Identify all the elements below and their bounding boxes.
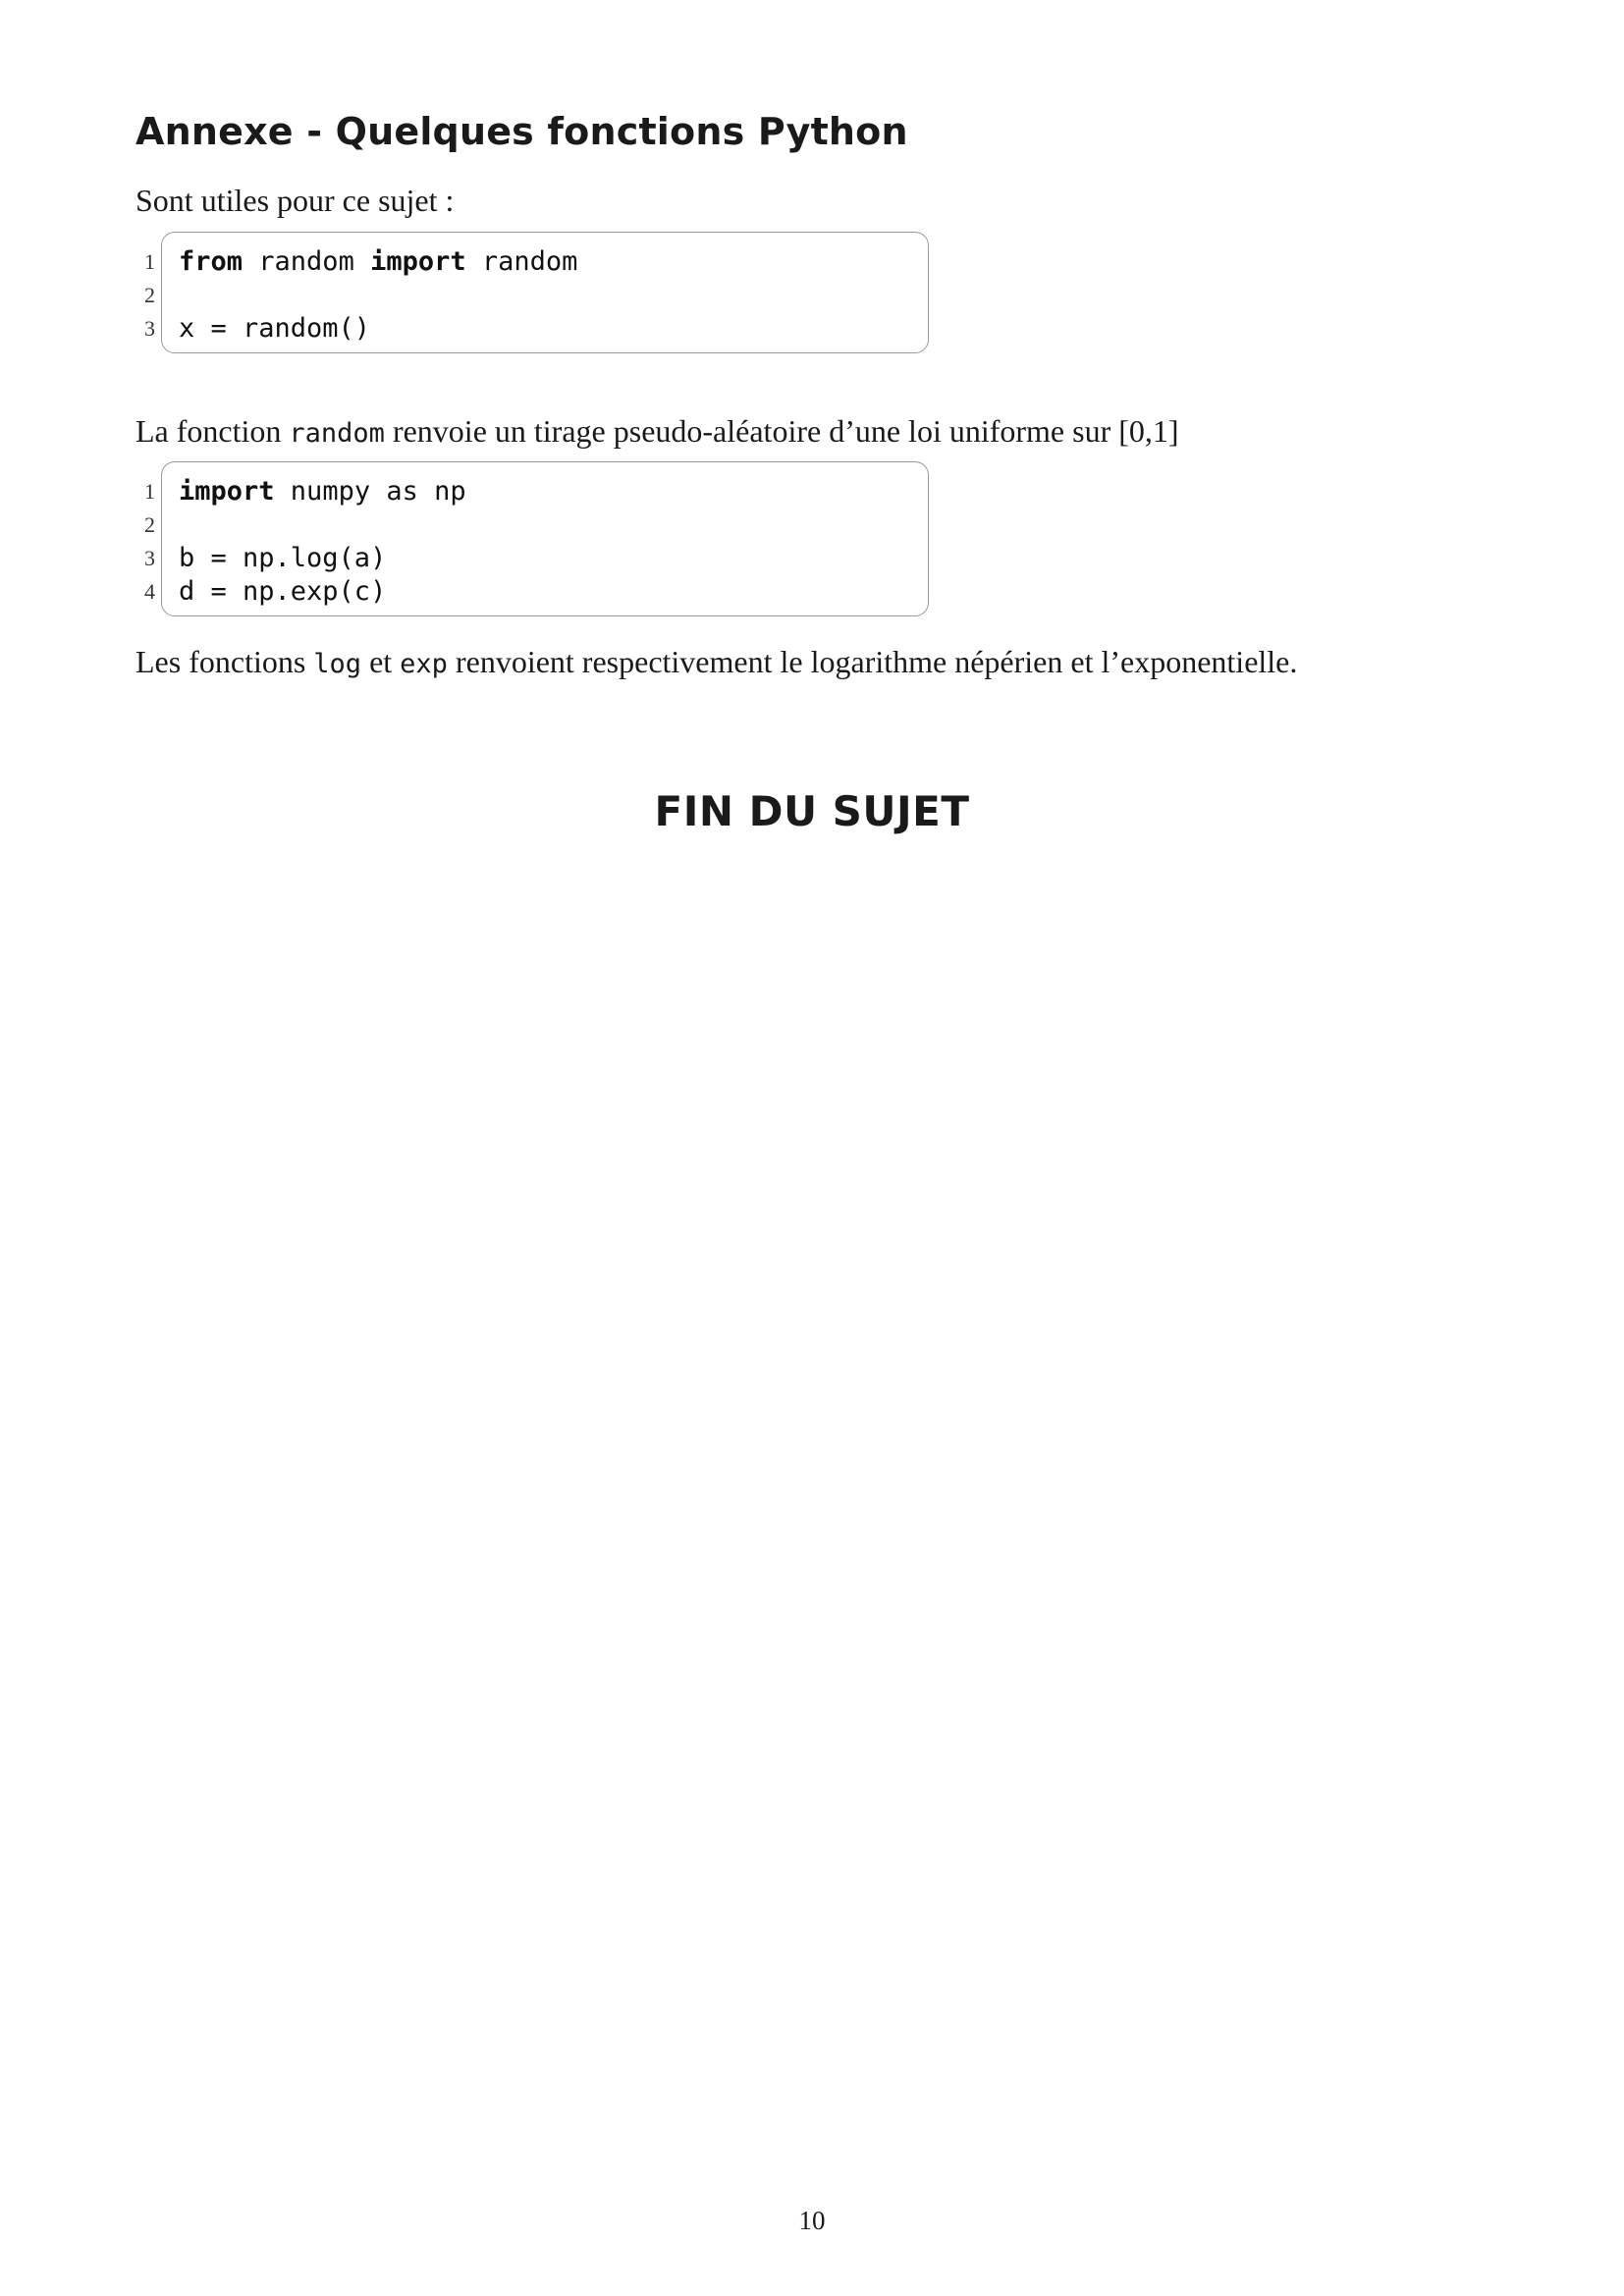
text-run: Les fonctions xyxy=(135,644,314,679)
code-line xyxy=(179,279,577,312)
line-number: 1 xyxy=(144,249,155,274)
code-block-random xyxy=(135,245,931,367)
line-number: 3 xyxy=(144,316,155,341)
code-line xyxy=(179,508,466,542)
section-heading: Annexe - Quelques fonctions Python xyxy=(135,110,908,153)
text-run: renvoie un tirage pseudo-aléatoire d’une loi uniforme sur [0,1] xyxy=(384,413,1179,449)
page-number: 10 xyxy=(798,2206,826,2235)
keyword-from: from xyxy=(179,246,244,277)
code-text: numpy as np xyxy=(274,476,466,507)
code-block-numpy xyxy=(135,475,931,630)
random-description xyxy=(135,411,1179,454)
log-exp-description xyxy=(135,642,1297,684)
inline-code-exp: exp xyxy=(400,649,448,679)
line-number: 3 xyxy=(144,546,155,570)
code-line: x = random() xyxy=(179,313,371,344)
line-number: 2 xyxy=(144,283,155,307)
code-line xyxy=(179,475,466,508)
inline-code-log: log xyxy=(313,649,362,679)
line-number: 1 xyxy=(144,479,155,504)
code-text: random xyxy=(465,246,578,277)
text-run: renvoient respectivement le logarithme népérien et l’exponentielle. xyxy=(447,644,1298,679)
code-line xyxy=(179,245,577,279)
end-title: FIN DU SUJET xyxy=(654,787,970,835)
keyword-import: import xyxy=(370,246,466,277)
code-lines xyxy=(179,245,577,346)
text-run: La fonction xyxy=(135,413,290,449)
text-run: et xyxy=(361,644,401,679)
line-number: 2 xyxy=(144,512,155,537)
intro-paragraph: Sont utiles pour ce sujet : xyxy=(135,183,455,218)
inline-code-random: random xyxy=(289,418,385,449)
code-text: random xyxy=(243,246,371,277)
code-line: d = np.exp(c) xyxy=(179,576,387,607)
code-lines xyxy=(179,475,466,609)
line-number-gutter xyxy=(135,475,155,609)
keyword-import: import xyxy=(179,476,275,507)
line-number-gutter xyxy=(135,245,155,346)
line-number: 4 xyxy=(144,579,155,604)
code-line: b = np.log(a) xyxy=(179,543,387,573)
